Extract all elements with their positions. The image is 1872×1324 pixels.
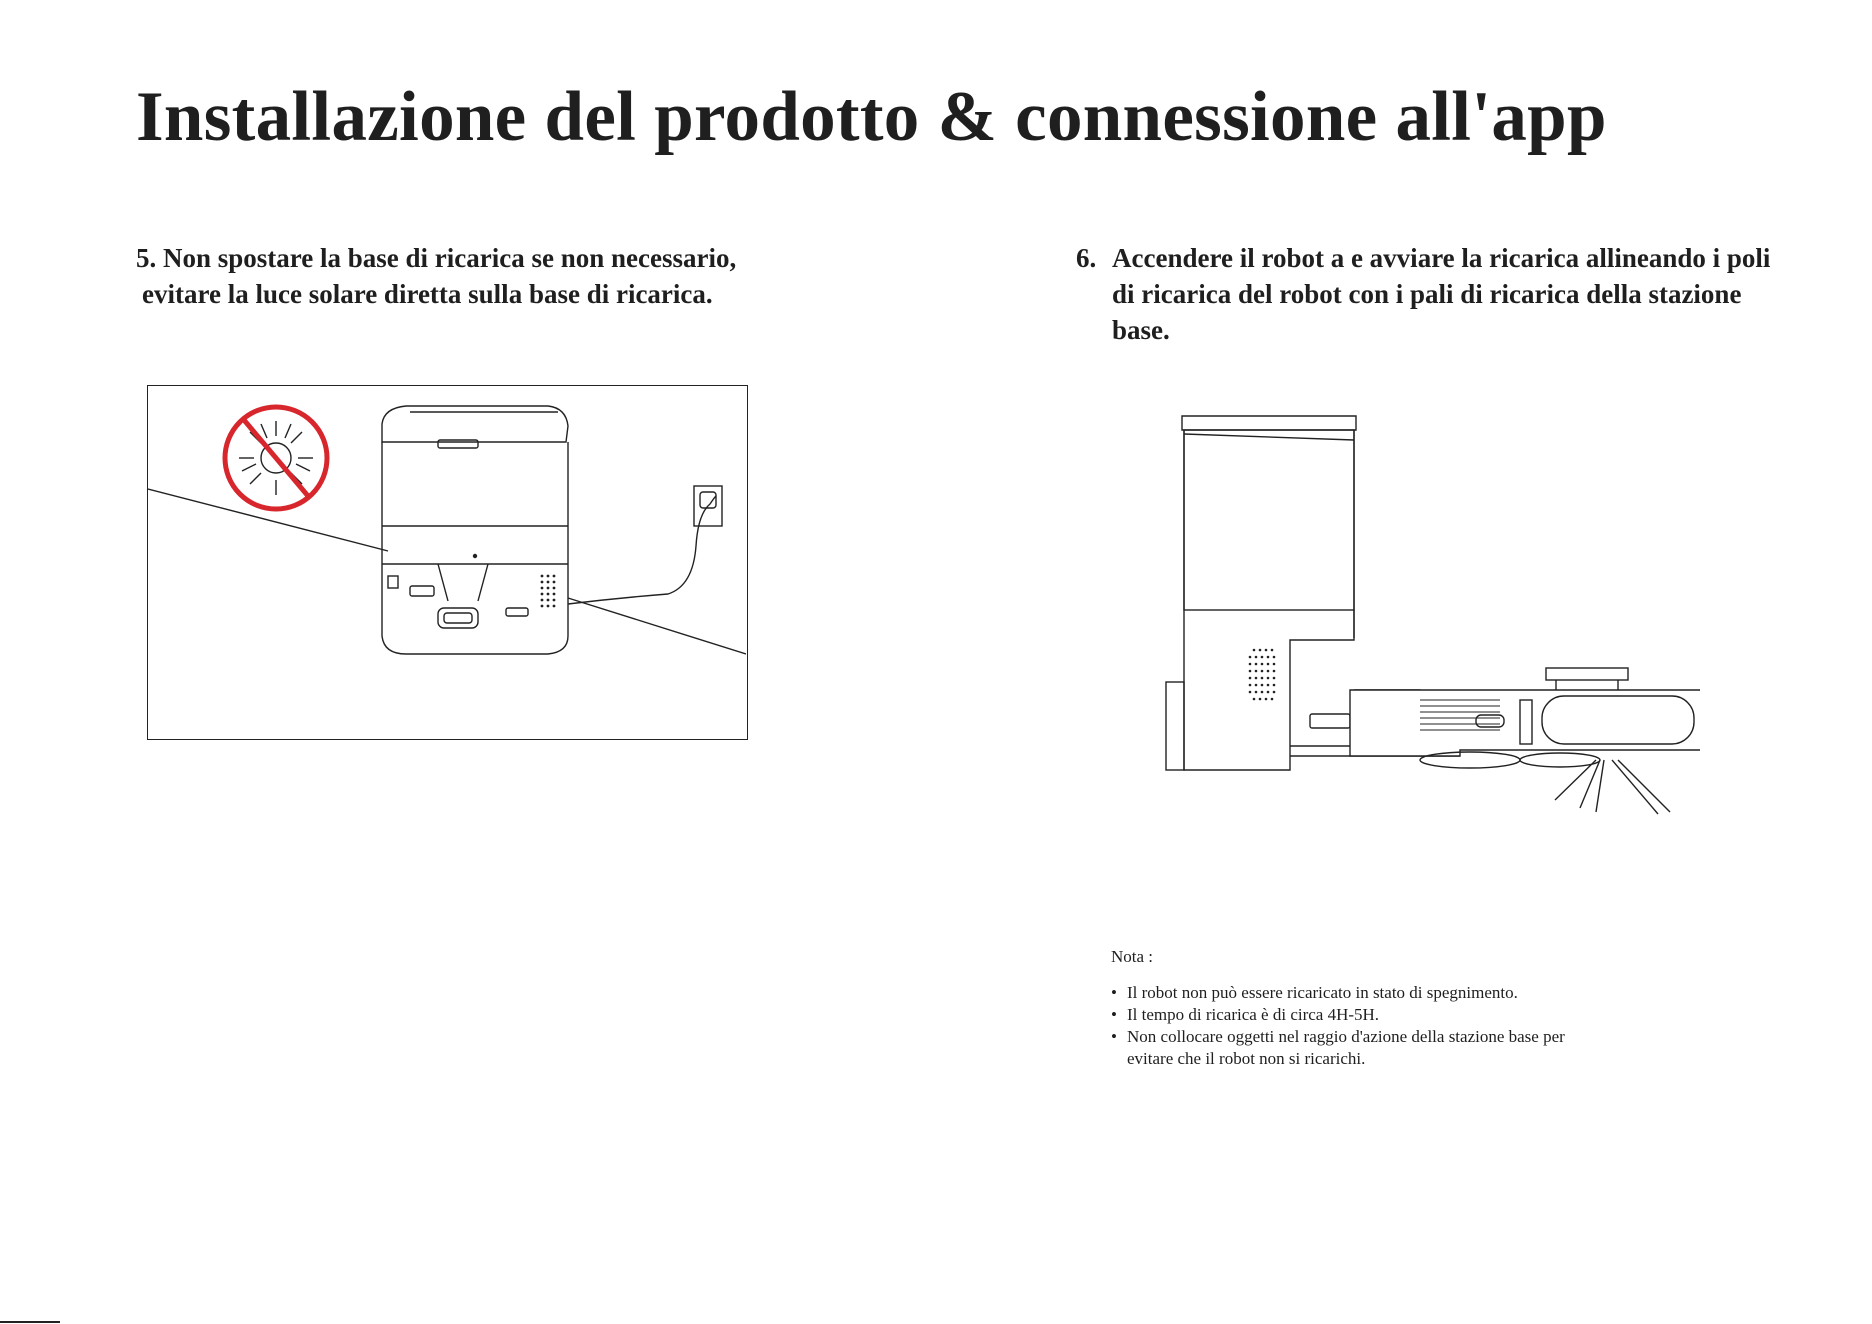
base-station-side-view xyxy=(1166,416,1356,770)
bullet: • xyxy=(1111,1027,1117,1046)
step-5-instruction xyxy=(136,240,896,312)
step-6-instruction xyxy=(1076,240,1776,348)
step-5-line-1: 5. Non spostare la base di ricarica se non necessario, xyxy=(136,243,737,273)
step-5-illustration xyxy=(147,385,748,740)
footer-rule xyxy=(0,1321,60,1323)
vent-grille xyxy=(1249,649,1276,701)
note-item xyxy=(1111,1026,1611,1070)
step-6-illustration xyxy=(1160,410,1700,820)
robot-vacuum-side-view xyxy=(1350,668,1700,814)
step-6-number: 6. xyxy=(1076,243,1097,273)
no-direct-sunlight-icon xyxy=(225,407,327,509)
charging-base-station xyxy=(382,406,568,654)
bullet: • xyxy=(1111,983,1117,1002)
note-label: Nota : xyxy=(1111,947,1154,966)
note-item-text: Il robot non può essere ricaricato in stato di spegnimento. xyxy=(1127,983,1518,1002)
step-5-line-2: evitare la luce solare diretta sulla base di ricarica. xyxy=(142,279,713,309)
bullet: • xyxy=(1111,1005,1117,1024)
step-6-text: Accendere il robot a e avviare la ricarica allineando i poli di ricarica del robot con i pali di ricarica della stazione base. xyxy=(1112,243,1771,345)
note-item xyxy=(1111,1004,1611,1026)
wall-floor-line-right xyxy=(568,598,746,654)
page-title: Installazione del prodotto & connessione all'app xyxy=(136,78,1607,156)
note-list xyxy=(1111,982,1611,1070)
vent-grille xyxy=(541,575,556,608)
wall-floor-line xyxy=(148,489,388,551)
note-item xyxy=(1111,982,1611,1004)
note-item-text: Il tempo di ricarica è di circa 4H-5H. xyxy=(1127,1005,1380,1024)
note-item-text: Non collocare oggetti nel raggio d'azione della stazione base per evitare che il robot non si ricarichi. xyxy=(1127,1027,1565,1068)
